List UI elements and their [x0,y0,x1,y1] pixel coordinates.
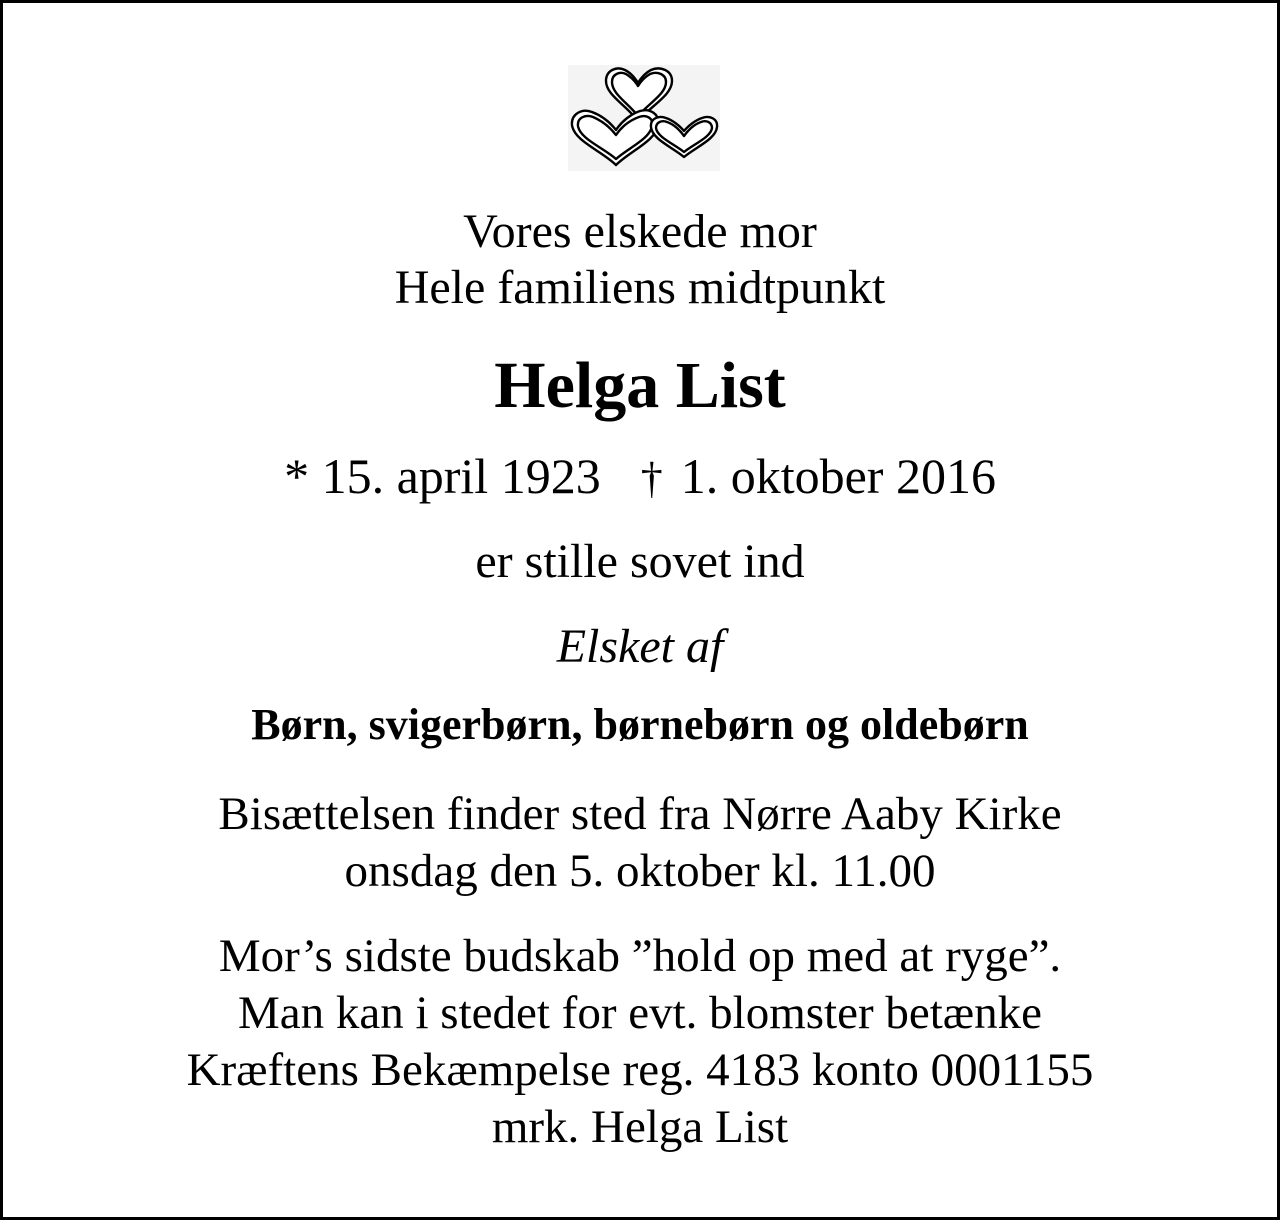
funeral-location: Bisættelsen finder sted fra Nørre Aaby Kirke [218,788,1062,840]
death-date: 1. oktober 2016 [680,448,996,504]
life-dates [3,448,1277,504]
birth-date: * 15. april 1923 [284,448,601,504]
passing-text: er stille sovet ind [475,535,805,588]
intro-line-1: Vores elskede mor [463,205,817,258]
message-line-2: Man kan i stedet for evt. blomster betænke [237,987,1043,1039]
deceased-name: Helga List [494,349,786,422]
death-cross-icon: † [640,454,663,503]
message-line-1: Mor’s sidste budskab ”hold op med at ryge”. [218,930,1062,982]
message-line-4: mrk. Helga List [491,1101,789,1153]
family-members: Børn, svigerbørn, børnebørn og oldebørn [251,700,1029,749]
message-line-3: Kræftens Bekæmpelse reg. 4183 konto 0001155 [186,1044,1094,1096]
funeral-time: onsdag den 5. oktober kl. 11.00 [344,845,936,897]
intro-line-2: Hele familiens midtpunkt [394,261,886,314]
loved-by-label: Elsket af [556,620,724,673]
three-hearts-icon [568,65,720,171]
